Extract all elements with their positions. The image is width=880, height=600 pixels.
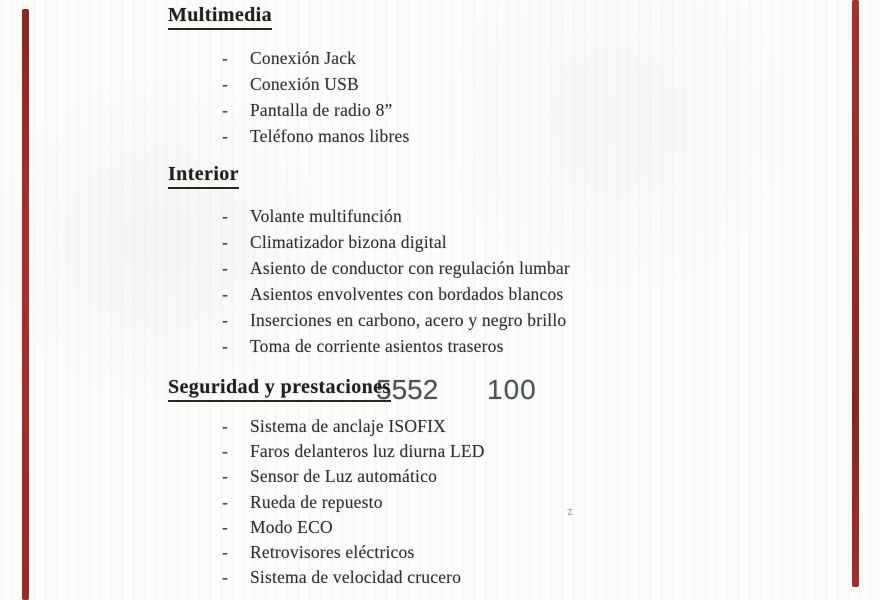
list-item — [168, 439, 688, 464]
section-list — [168, 203, 688, 359]
list-item-text: Asiento de conductor con regulación lumbar — [250, 257, 570, 278]
list-item — [168, 515, 688, 540]
list-item-text: Modo ECO — [250, 516, 333, 537]
list-item-text: Rueda de repuesto — [250, 491, 383, 512]
scan-smudge-mark: z — [565, 504, 574, 519]
bullet-dash: - — [222, 47, 228, 68]
section-heading: Seguridad y prestaciones — [168, 376, 391, 402]
bullet-dash: - — [222, 283, 228, 304]
list-item-text: Retrovisores eléctricos — [250, 542, 415, 563]
bullet-dash: - — [222, 567, 228, 588]
list-item — [168, 307, 688, 333]
list-item-text: Sistema de velocidad crucero — [250, 567, 462, 588]
bullet-dash: - — [222, 441, 228, 462]
bullet-dash: - — [222, 542, 228, 563]
section-heading: Multimedia — [168, 4, 272, 30]
list-item — [168, 565, 688, 590]
list-item — [168, 464, 688, 489]
list-item — [168, 333, 688, 359]
list-item-text: Asientos envolventes con bordados blancos — [250, 283, 564, 304]
document-section — [168, 376, 688, 590]
bullet-dash: - — [222, 309, 228, 330]
bullet-dash: - — [222, 335, 228, 356]
list-item — [168, 414, 688, 439]
bullet-dash: - — [222, 73, 228, 94]
list-item-text: Conexión Jack — [250, 47, 357, 68]
list-item-text: Climatizador bizona digital — [250, 231, 447, 252]
bullet-dash: - — [222, 466, 228, 487]
section-list — [168, 45, 688, 149]
list-item — [168, 255, 688, 281]
overlay-number-1: 5552 — [376, 374, 439, 405]
list-item — [168, 123, 688, 149]
bullet-dash: - — [222, 491, 228, 512]
bullet-dash: - — [222, 257, 228, 278]
document-section — [168, 4, 688, 149]
list-item — [168, 540, 688, 565]
list-item-text: Conexión USB — [250, 73, 359, 94]
document-section — [168, 163, 688, 359]
list-item-text: Faros delanteros luz diurna LED — [250, 441, 485, 462]
list-item — [168, 490, 688, 515]
bullet-dash: - — [222, 416, 228, 437]
bullet-dash: - — [222, 516, 228, 537]
list-item-text: Pantalla de radio 8” — [250, 99, 393, 120]
list-item — [168, 203, 688, 229]
list-item-text: Sistema de anclaje ISOFIX — [250, 416, 446, 437]
section-list — [168, 414, 688, 590]
bullet-dash: - — [222, 99, 228, 120]
list-item-text: Toma de corriente asientos traseros — [250, 335, 504, 356]
list-item — [168, 45, 688, 71]
list-item-text: Inserciones en carbono, acero y negro brillo — [250, 309, 567, 330]
overlay-number-2: 100 — [487, 374, 537, 405]
list-item — [168, 229, 688, 255]
section-heading: Interior — [168, 163, 239, 189]
list-item — [168, 281, 688, 307]
list-item-text: Volante multifunción — [250, 205, 402, 226]
list-item — [168, 97, 688, 123]
list-item-text: Teléfono manos libres — [250, 125, 410, 146]
list-item — [168, 71, 688, 97]
list-item-text: Sensor de Luz automático — [250, 466, 438, 487]
bullet-dash: - — [222, 125, 228, 146]
bullet-dash: - — [222, 231, 228, 252]
bullet-dash: - — [222, 205, 228, 226]
